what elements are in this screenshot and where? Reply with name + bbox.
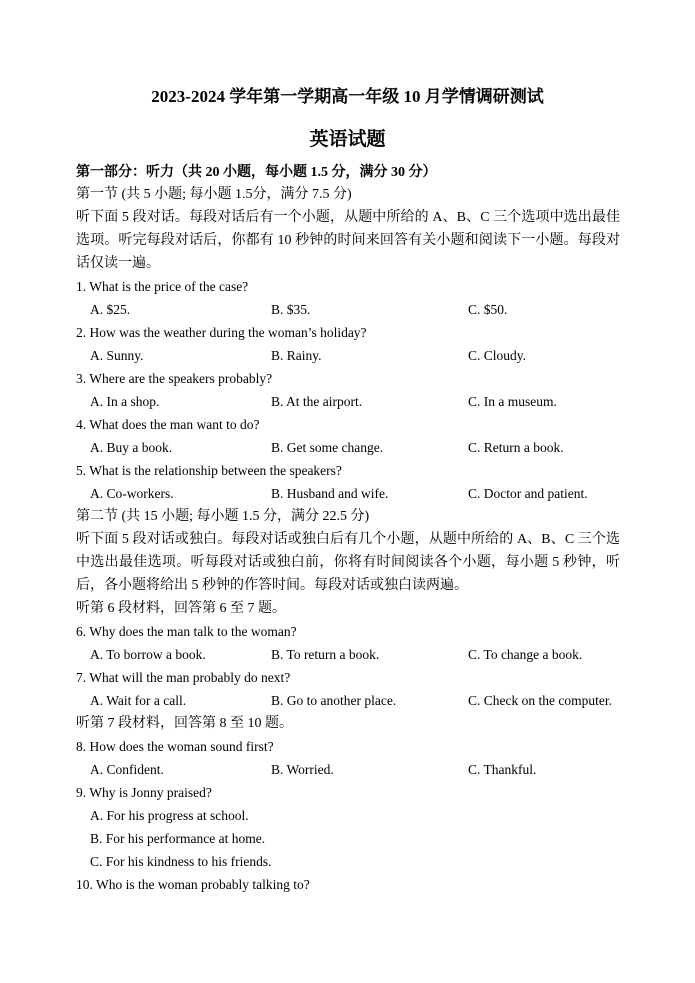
question-stem: 8. How does the woman sound first? (76, 738, 274, 754)
option-b: B. Rainy. (271, 348, 322, 364)
instruction-line: 话仅读一遍。 (76, 256, 160, 272)
option-a: A. Co-workers. (90, 486, 174, 502)
option-row (76, 690, 620, 713)
option-b: B. For his performance at home. (90, 830, 266, 846)
question-stem: 7. What will the man probably do next? (76, 669, 291, 685)
instruction-line: 听下面 5 段对话。每段对话后有一个小题，从题中所给的 A、B、C 三个选项中选出最佳 (76, 210, 620, 226)
option-row (76, 759, 620, 782)
exam-content (76, 162, 620, 897)
question-5 (76, 460, 620, 506)
question-stem: 2. How was the weather during the woman’s holiday? (76, 325, 367, 341)
option-a: A. In a shop. (90, 394, 160, 410)
material-intro: 听第 7 段材料，回答第 8 至 10 题。 (76, 715, 293, 731)
question-6 (76, 621, 620, 667)
option-a: A. $25. (90, 302, 131, 318)
question-10 (76, 874, 620, 897)
option-c: C. Doctor and patient. (468, 486, 588, 502)
option-b: B. $35. (271, 302, 311, 318)
question-stem: 5. What is the relationship between the speakers? (76, 463, 342, 479)
option-c: C. $50. (468, 302, 508, 318)
option-b: B. To return a book. (271, 646, 380, 662)
option-c: C. To change a book. (468, 646, 583, 662)
option-a: A. Confident. (90, 761, 164, 777)
question-1 (76, 276, 620, 322)
instruction-line: 选项。听完每段对话后，你都有 10 秒钟的时间来回答有关小题和阅读下一小题。每段对 (76, 233, 620, 249)
option-b: B. At the airport. (271, 394, 363, 410)
option-c: C. Check on the computer. (468, 692, 612, 708)
question-9 (76, 782, 620, 874)
option-c: C. Thankful. (468, 761, 537, 777)
option-a: A. Sunny. (90, 348, 144, 364)
instruction-line: 后，各小题将给出 5 秒钟的作答时间。每段对话或独白读两遍。 (76, 577, 468, 593)
option-a: A. Buy a book. (90, 440, 173, 456)
question-8 (76, 736, 620, 782)
option-c: C. For his kindness to his friends. (90, 853, 272, 869)
option-row (76, 644, 620, 667)
option-row (76, 483, 620, 506)
question-stem: 10. Who is the woman probably talking to? (76, 876, 310, 892)
instruction-line: 中选出最佳选项。听每段对话或独白前，你将有时间阅读各个小题，每小题 5 秒钟，听 (76, 554, 620, 570)
section-heading: 第二节 (共 15 小题; 每小题 1.5 分，满分 22.5 分) (76, 509, 370, 525)
option-b: B. Go to another place. (271, 692, 397, 708)
question-stem: 9. Why is Jonny praised? (76, 784, 212, 800)
option-b: B. Get some change. (271, 440, 384, 456)
question-stem: 3. Where are the speakers probably? (76, 371, 273, 387)
option-b: B. Worried. (271, 761, 334, 777)
option-row (76, 391, 620, 414)
option-c: C. Return a book. (468, 440, 564, 456)
question-7 (76, 667, 620, 713)
option-a: A. Wait for a call. (90, 692, 187, 708)
instruction-line: 听下面 5 段对话或独白。每段对话或独白后有几个小题，从题中所给的 A、B、C 三个选 (76, 532, 620, 547)
question-stem: 1. What is the price of the case? (76, 279, 249, 295)
exam-subtitle: 英语试题 (309, 129, 386, 150)
question-3 (76, 368, 620, 414)
option-row (76, 437, 620, 460)
question-stem: 6. Why does the man talk to the woman? (76, 623, 297, 639)
option-a: A. To borrow a book. (90, 646, 206, 662)
option-c: C. Cloudy. (468, 348, 527, 364)
part-heading: 第一部分：听力（共 20 小题，每小题 1.5 分，满分 30 分） (76, 164, 437, 180)
exam-title: 2023-2024 学年第一学期高一年级 10 月学情调研测试 (151, 87, 544, 106)
option-row (76, 345, 620, 368)
option-row (76, 299, 620, 322)
question-4 (76, 414, 620, 460)
section-heading: 第一节 (共 5 小题; 每小题 1.5分，满分 7.5 分) (76, 187, 352, 203)
question-stem: 4. What does the man want to do? (76, 417, 260, 433)
option-c: C. In a museum. (468, 394, 557, 410)
option-b: B. Husband and wife. (271, 486, 389, 502)
option-a: A. For his progress at school. (90, 807, 249, 823)
question-2 (76, 322, 620, 368)
material-intro: 听第 6 段材料，回答第 6 至 7 题。 (76, 600, 286, 616)
